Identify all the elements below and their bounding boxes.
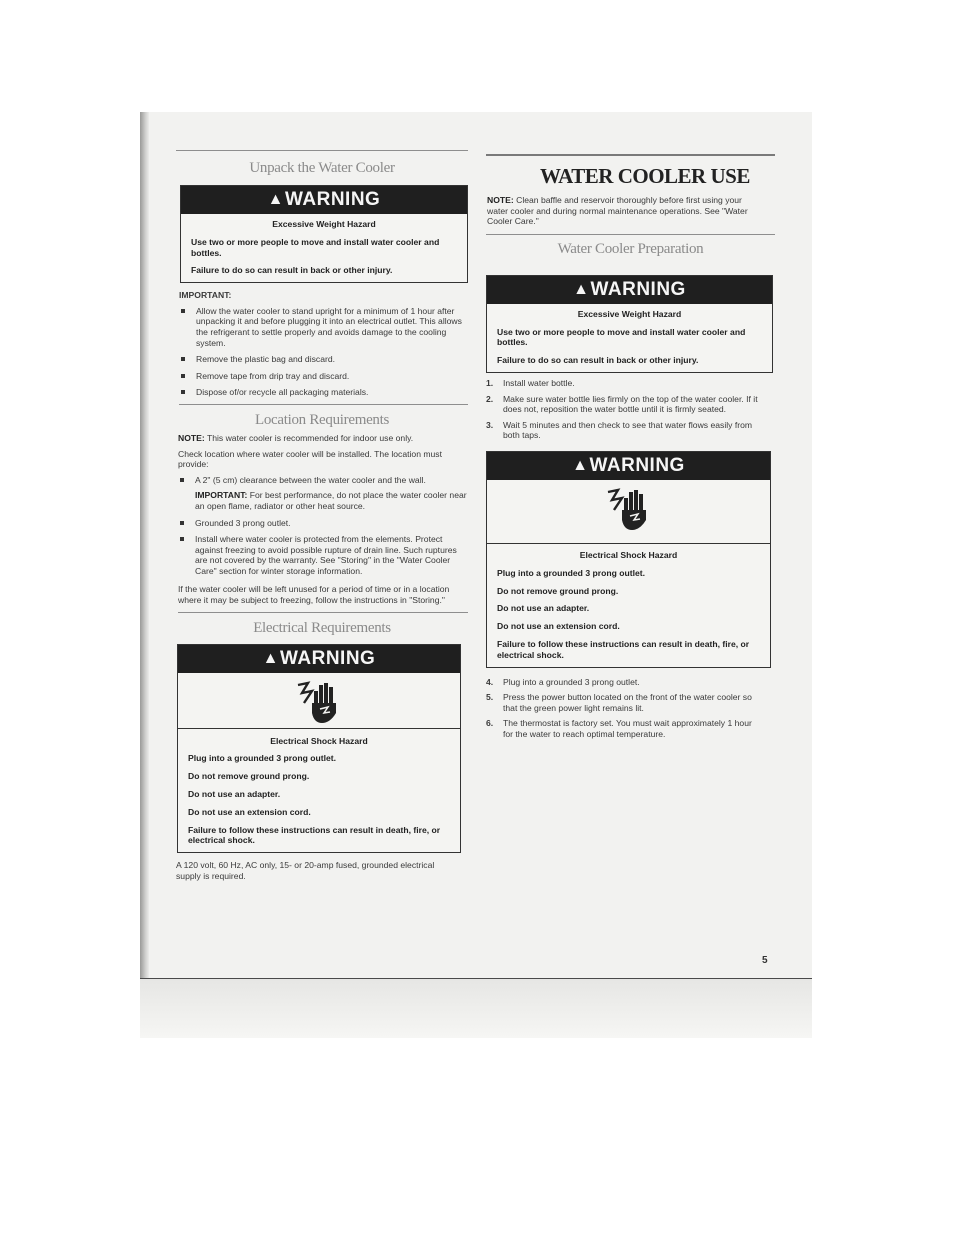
important-label: IMPORTANT:: [179, 290, 232, 301]
warning-box-weight: [180, 185, 468, 283]
warning-line: Failure to do so can result in back or other injury.: [191, 265, 393, 276]
warning-line: Do not use an adapter.: [188, 789, 281, 800]
warning-body: [487, 304, 772, 372]
right-note: NOTE: Clean baffle and reservoir thoroughly before first using your water cooler and during normal maintenance operations. See "Water Cooler Care.": [487, 195, 748, 227]
electrical-title: Electrical Requirements: [253, 619, 391, 636]
list-item: 2. Make sure water bottle lies firmly on the top of the water cooler. If it does not, reposition the water bottle until it is firmly seated.: [486, 393, 758, 415]
warning-line: Use two or more people to move and install water cooler and bottles.: [497, 326, 746, 348]
location-check: Check location where water cooler will be installed. The location must provide:: [178, 448, 442, 470]
warning-box-electrical: [177, 644, 461, 854]
warning-header: ▲WARNING: [181, 186, 467, 214]
list-item: Allow the water cooler to stand upright for a minimum of 1 hour after unpacking it and before plugging it into an electrical outlet. This allows the refrigerant to settle properly and avoids damage to the cooling system.: [179, 306, 468, 348]
electrical-paragraph: A 120 volt, 60 Hz, AC only, 15- or 20-amp fused, grounded electrical supply is required.: [176, 860, 435, 881]
location-section: [178, 433, 468, 606]
left-column: [176, 150, 468, 881]
location-note: NOTE: This water cooler is recommended for indoor use only.: [178, 432, 414, 443]
warning-header: ▲WARNING: [178, 645, 460, 673]
list-item: Dispose of/or recycle all packaging materials.: [179, 387, 468, 398]
warning-header: ▲WARNING: [487, 276, 772, 304]
page-bottom-margin: [140, 978, 812, 1038]
steps-list-a: [486, 378, 770, 441]
numbered-list: [486, 378, 770, 441]
list-item: Remove tape from drip tray and discard.: [179, 371, 468, 382]
warning-line: Do not use an extension cord.: [188, 806, 311, 817]
section-rule: [179, 404, 468, 405]
right-column: [486, 154, 775, 744]
hazard-title: Electrical Shock Hazard: [579, 549, 678, 560]
warning-triangle-icon: ▲: [572, 456, 589, 474]
page-binding-edge: [140, 112, 149, 1037]
warning-box-electrical: [486, 451, 771, 668]
hazard-title: Excessive Weight Hazard: [577, 308, 682, 319]
warning-line: Do not remove ground prong.: [497, 585, 619, 596]
location-title: Location Requirements: [254, 411, 390, 428]
unpack-title: Unpack the Water Cooler: [249, 160, 395, 176]
section-rule: [486, 154, 775, 156]
warning-line: Plug into a grounded 3 prong outlet.: [188, 753, 336, 764]
list-item: A 2" (5 cm) clearance between the water cooler and the wall. IMPORTANT: For best performance, do not place the water cooler near an open flame, radiator or other heat source.: [178, 475, 468, 512]
location-paragraph: If the water cooler will be left unused for a period of time or in a location where it may be subject to freezing, follow the instructions in "Storing.": [178, 584, 450, 606]
page-number: 5: [762, 955, 768, 966]
list-item: 1. Install water bottle.: [486, 377, 575, 388]
steps-list-b: [486, 677, 758, 740]
list-item: 3. Wait 5 minutes and then check to see that water flows easily from both taps.: [486, 419, 753, 441]
important-section: [179, 290, 468, 398]
warning-body: [181, 214, 467, 282]
important-list: [179, 306, 468, 398]
section-rule: [176, 150, 468, 151]
warning-line: Failure to follow these instructions can result in death, fire, or electrical shock.: [188, 824, 441, 846]
shock-hand-icon: [487, 480, 770, 544]
warning-triangle-icon: ▲: [267, 191, 284, 208]
list-item: Remove the plastic bag and discard.: [179, 354, 468, 365]
preparation-title: Water Cooler Preparation: [557, 240, 704, 257]
warning-triangle-icon: ▲: [262, 649, 279, 667]
list-item: Install where water cooler is protected from the elements. Protect against freezing to avoid possible rupture of drain line. Such ruptures are not covered by the warranty. See "Storing" in the "Water Cooler Care" section for winter storage information.: [178, 534, 468, 576]
location-important: IMPORTANT: For best performance, do not place the water cooler near an open flame, radiator or other heat source.: [195, 490, 467, 511]
warning-line: Do not use an adapter.: [497, 603, 590, 614]
location-list: [178, 475, 468, 577]
warning-line: Do not use an extension cord.: [497, 621, 620, 632]
hazard-title: Excessive Weight Hazard: [272, 219, 376, 229]
shock-hand-icon: [178, 673, 460, 729]
warning-line: Failure to follow these instructions can result in death, fire, or electrical shock.: [497, 638, 750, 660]
warning-line: Use two or more people to move and install water cooler and bottles.: [191, 236, 440, 258]
list-item: 4. Plug into a grounded 3 prong outlet.: [486, 676, 640, 687]
warning-body: [178, 729, 460, 853]
warning-triangle-icon: ▲: [573, 280, 590, 298]
list-item: 6. The thermostat is factory set. You must wait approximately 1 hour for the water to reach optimal temperature.: [486, 718, 752, 739]
warning-line: Do not remove ground prong.: [188, 771, 310, 782]
warning-header: ▲WARNING: [487, 452, 770, 480]
hazard-title: Electrical Shock Hazard: [270, 735, 368, 746]
list-item: Grounded 3 prong outlet.: [178, 518, 468, 529]
section-rule: [178, 612, 468, 613]
warning-line: Failure to do so can result in back or other injury.: [497, 355, 699, 366]
section-rule: [486, 234, 775, 235]
page-title: WATER COOLER USE: [540, 164, 750, 188]
numbered-list: [486, 677, 758, 740]
warning-line: Plug into a grounded 3 prong outlet.: [497, 567, 645, 578]
warning-box-weight: [486, 275, 773, 373]
list-item: 5. Press the power button located on the front of the water cooler so that the green power light remains lit.: [486, 692, 752, 713]
warning-body: [487, 544, 770, 667]
